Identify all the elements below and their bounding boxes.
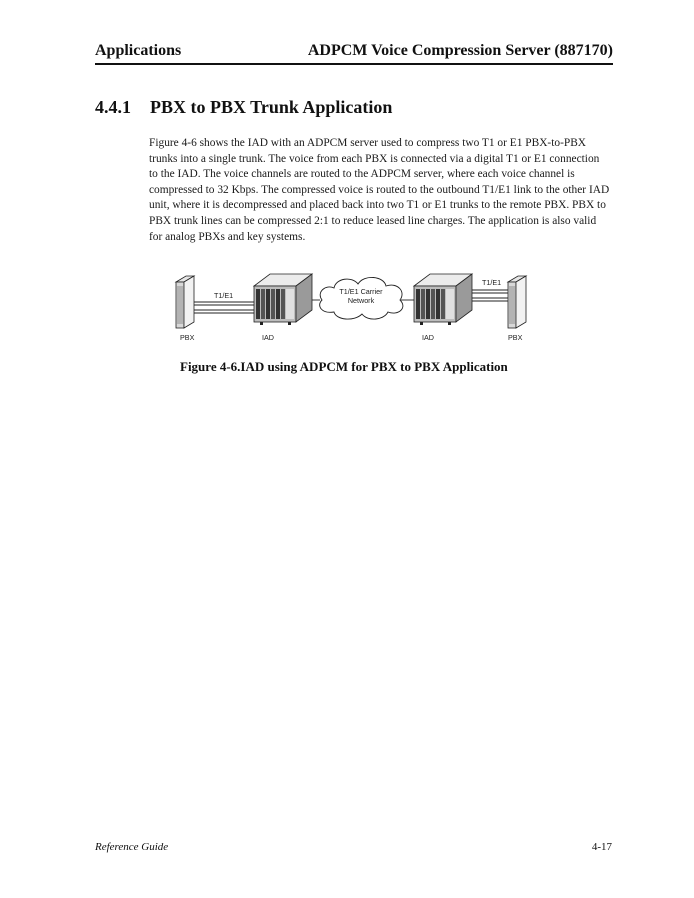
iad-left-icon: [254, 274, 312, 325]
header-title: ADPCM Voice Compression Server (887170): [307, 42, 613, 59]
label-pbx-right: PBX: [508, 333, 523, 342]
section-title: PBX to PBX Trunk Application: [150, 97, 393, 117]
pbx-right-icon: [508, 276, 526, 328]
footer-guide-name: Reference Guide: [95, 841, 169, 853]
right-link-label: T1/E1: [482, 278, 502, 287]
pbx-left-icon: [176, 276, 194, 328]
page-header: [95, 42, 613, 62]
figure-caption: Figure 4-6.IAD using ADPCM for PBX to PBX Application: [180, 359, 508, 374]
label-iad-left: IAD: [262, 333, 274, 342]
footer-page-number: 4-17: [591, 841, 612, 853]
iad-right-icon: [414, 274, 472, 325]
cloud-label-line2: Network: [347, 296, 375, 305]
left-trunk-links: [194, 302, 254, 313]
right-trunk-links: [472, 290, 508, 301]
header-rule: [95, 63, 613, 65]
header-chapter: Applications: [95, 42, 182, 59]
section-number: 4.4.1: [95, 97, 131, 117]
network-figure: [170, 270, 540, 348]
cloud-label-line1: T1/E1 Carrier: [339, 287, 383, 296]
label-iad-right: IAD: [422, 333, 434, 342]
network-diagram: [170, 270, 540, 348]
section-heading: [95, 97, 392, 118]
label-pbx-left: PBX: [180, 333, 195, 342]
left-link-label: T1/E1: [214, 291, 234, 300]
body-paragraph: Figure 4-6 shows the IAD with an ADPCM server used to compress two T1 or E1 PBX-to-PBX trunks into a single trunk. The voice from each PBX is connected via a digital T1 or E1 connection to the IAD. The voice channels are routed to the ADPCM server, where each voice channel is compressed to 32 Kbps. The compressed voice is routed to the outbound T1/E1 link to the other IAD unit, where it is decompressed and placed back into two T1 or E1 trunks to the remote PBX. PBX to PBX trunk lines can be compressed 2:1 to reduce leased line charges. The application is also valid for analog PBXs and key systems.: [149, 137, 610, 243]
